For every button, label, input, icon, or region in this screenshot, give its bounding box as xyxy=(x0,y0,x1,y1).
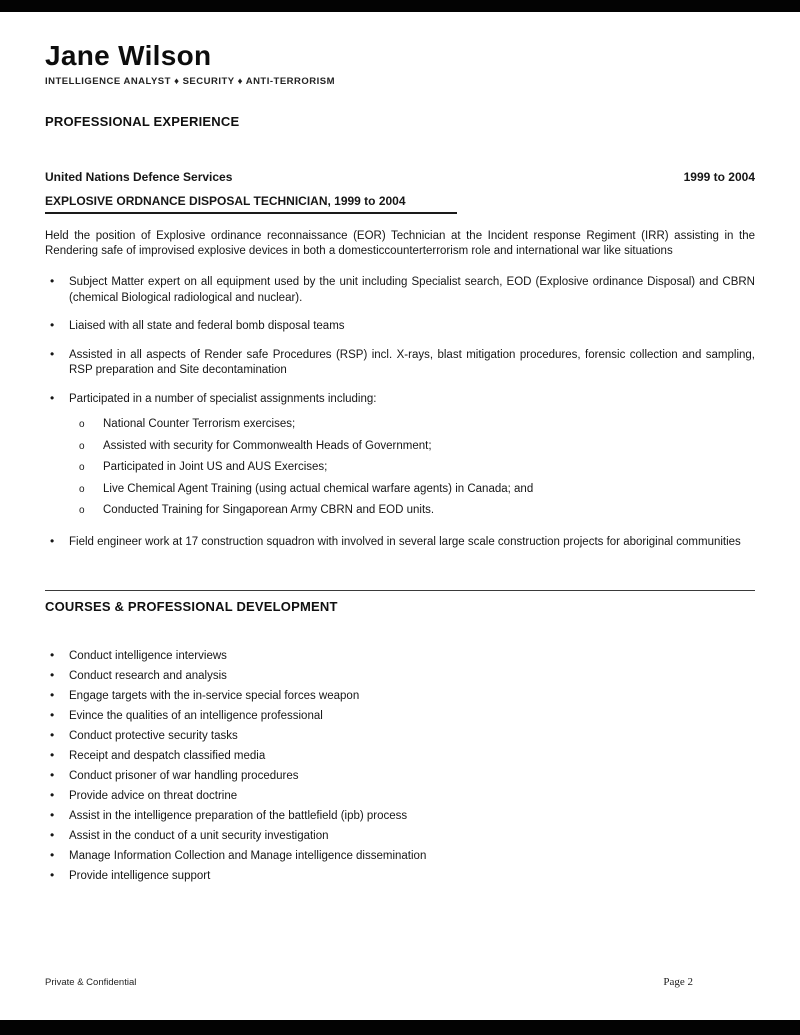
list-item: • Participated in a number of specialist assignments including: xyxy=(45,392,755,408)
list-item: • Conduct protective security tasks xyxy=(45,729,755,744)
role-summary: Held the position of Explosive ordinance reconnaissance (EOR) Technician at the Incident response Regiment (IRR) assisting in the Rendering safe of improvised explosive devices in both a domesticcounterterrorism role and international war like situations xyxy=(45,230,755,257)
role-title: EXPLOSIVE ORDNANCE DISPOSAL TECHNICIAN, 1999 to 2004 xyxy=(45,194,457,214)
list-item: • Conduct prisoner of war handling procedures xyxy=(45,769,755,784)
list-item: • Evince the qualities of an intelligence professional xyxy=(45,709,755,724)
page-number: Page 2 xyxy=(663,976,693,988)
candidate-name: Jane Wilson xyxy=(45,40,212,71)
page-footer xyxy=(45,976,755,988)
list-item: • Provide advice on threat doctrine xyxy=(45,789,755,804)
employer-name: United Nations Defence Services xyxy=(45,170,233,184)
courses-list xyxy=(45,649,755,884)
list-item: • Conduct research and analysis xyxy=(45,669,755,684)
list-item: • Receipt and despatch classified media xyxy=(45,749,755,764)
confidentiality-note: Private & Confidential xyxy=(45,977,137,988)
list-item: • Manage Information Collection and Manage intelligence dissemination xyxy=(45,849,755,864)
list-item: • Assisted in all aspects of Render safe Procedures (RSP) incl. X-rays, blast mitigation procedures, forensic collection and sampling, RSP preparation and Site decontamination xyxy=(45,348,755,379)
sub-list-item: o Participated in Joint US and AUS Exercises; xyxy=(45,460,755,476)
list-item: • Engage targets with the in-service special forces weapon xyxy=(45,689,755,704)
section-title-professional-experience: PROFESSIONAL EXPERIENCE xyxy=(45,114,240,129)
list-item: • Conduct intelligence interviews xyxy=(45,649,755,664)
employment-dates: 1999 to 2004 xyxy=(683,170,755,184)
list-item: • Liaised with all state and federal bomb disposal teams xyxy=(45,319,755,335)
sub-list-item: o Assisted with security for Commonwealth Heads of Government; xyxy=(45,439,755,455)
list-item: • Provide intelligence support xyxy=(45,869,755,884)
list-item: • Field engineer work at 17 construction squadron with involved in several large scale construction projects for aboriginal communities xyxy=(45,535,755,551)
sub-list-item: o National Counter Terrorism exercises; xyxy=(45,417,755,433)
bottom-border-bar xyxy=(0,1020,800,1035)
candidate-tagline: INTELLIGENCE ANALYST ♦ SECURITY ♦ ANTI-TERRORISM xyxy=(45,76,336,87)
section-divider xyxy=(45,590,755,591)
list-item: • Subject Matter expert on all equipment used by the unit including Specialist search, EOD (Explosive ordinance Disposal) and CBRN (chemical Biological radiological and nuclear). xyxy=(45,275,755,306)
experience-sub-bullet-list xyxy=(45,417,755,519)
list-item: • Assist in the intelligence preparation of the battlefield (ipb) process xyxy=(45,809,755,824)
sub-list-item: o Conducted Training for Singaporean Army CBRN and EOD units. xyxy=(45,503,755,519)
experience-bullet-list xyxy=(45,275,755,550)
sub-list-item: o Live Chemical Agent Training (using actual chemical warfare agents) in Canada; and xyxy=(45,482,755,498)
list-item: • Assist in the conduct of a unit security investigation xyxy=(45,829,755,844)
section-title-courses: COURSES & PROFESSIONAL DEVELOPMENT xyxy=(45,599,338,614)
top-border-bar xyxy=(0,0,800,12)
employer-row xyxy=(45,170,755,184)
